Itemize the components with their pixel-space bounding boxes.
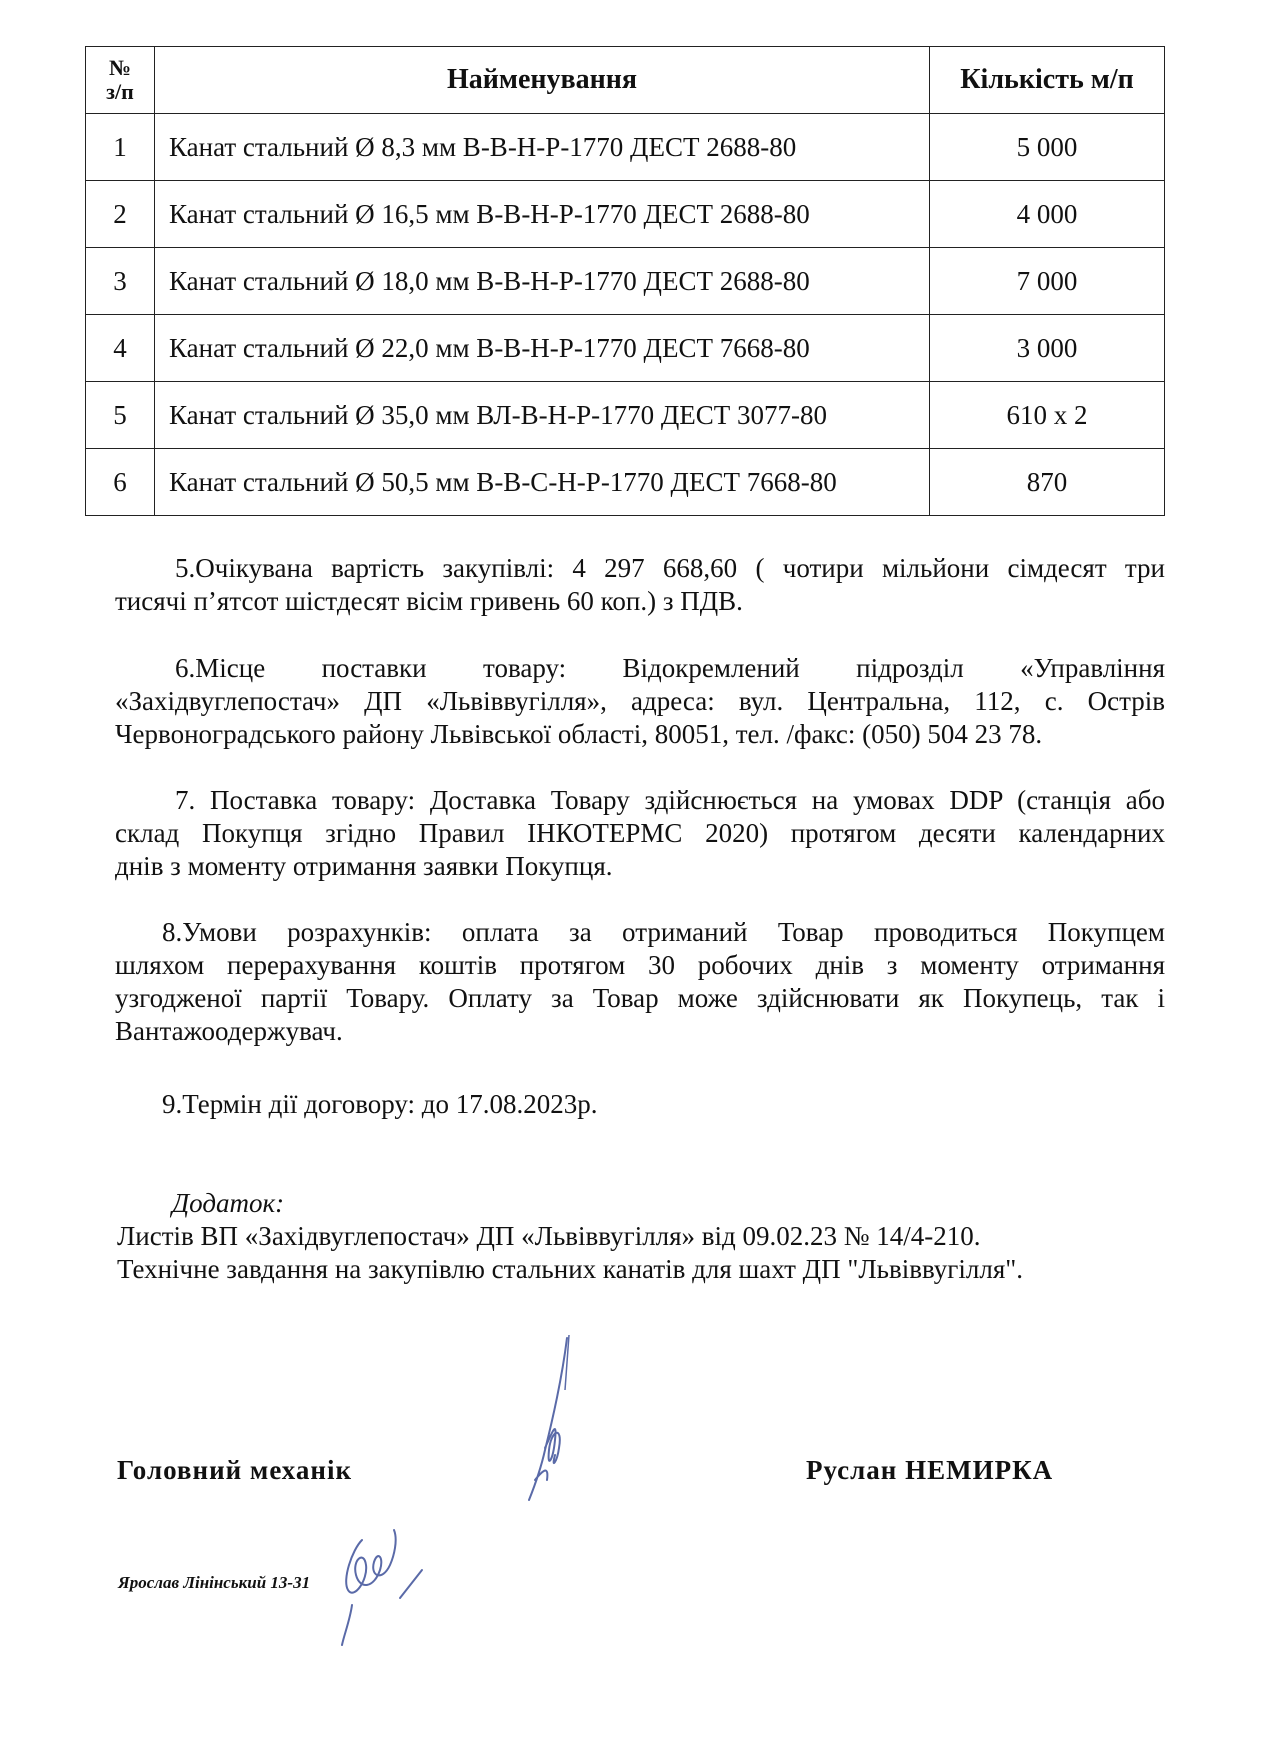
table-row bbox=[86, 449, 1165, 516]
table-row bbox=[86, 315, 1165, 382]
row-quantity: 610 х 2 bbox=[930, 382, 1165, 449]
row-quantity: 5 000 bbox=[930, 114, 1165, 181]
header-name: Найменування bbox=[155, 47, 930, 114]
executor-signature bbox=[322, 1510, 442, 1650]
table-row bbox=[86, 382, 1165, 449]
table-header-row bbox=[86, 47, 1165, 114]
header-number: № з/п bbox=[86, 47, 155, 114]
addendum-item: Листів ВП «Західвуглепостач» ДП «Львіввугілля» від 09.02.23 № 14/4-210. bbox=[117, 1221, 981, 1251]
table-row bbox=[86, 181, 1165, 248]
row-quantity: 870 bbox=[930, 449, 1165, 516]
row-number: 2 bbox=[86, 181, 155, 248]
executor-note: Ярослав Лінінський 13-31 bbox=[118, 1573, 311, 1592]
items-table bbox=[85, 46, 1165, 516]
row-number: 4 bbox=[86, 315, 155, 382]
table-row bbox=[86, 248, 1165, 315]
row-quantity: 3 000 bbox=[930, 315, 1165, 382]
addendum-title: Додаток: bbox=[172, 1188, 285, 1218]
section-expected-cost: 5.Очікувана вартість закупівлі: 4 297 668,60 ( чотири мільйони сімдесят три тисячі п’ятсот шістдесят вісім гривень 60 коп.) з ПДВ. bbox=[115, 553, 1165, 616]
row-name: Канат стальний Ø 18,0 мм В-В-Н-Р-1770 ДЕСТ 2688-80 bbox=[155, 248, 930, 315]
signatory-role: Головний механік bbox=[117, 1455, 353, 1485]
row-name: Канат стальний Ø 35,0 мм ВЛ-В-Н-Р-1770 ДЕСТ 3077-80 bbox=[155, 382, 930, 449]
row-name: Канат стальний Ø 8,3 мм В-В-Н-Р-1770 ДЕСТ 2688-80 bbox=[155, 114, 930, 181]
addendum-item: Технічне завдання на закупівлю стальних канатів для шахт ДП "Львіввугілля". bbox=[117, 1254, 1024, 1284]
row-number: 3 bbox=[86, 248, 155, 315]
row-quantity: 4 000 bbox=[930, 181, 1165, 248]
section-contract-term: 9.Термін дії договору: до 17.08.2023р. bbox=[162, 1089, 598, 1119]
row-name: Канат стальний Ø 22,0 мм В-В-Н-Р-1770 ДЕСТ 7668-80 bbox=[155, 315, 930, 382]
row-number: 5 bbox=[86, 382, 155, 449]
table-row bbox=[86, 114, 1165, 181]
row-name: Канат стальний Ø 50,5 мм В-В-С-Н-Р-1770 ДЕСТ 7668-80 bbox=[155, 449, 930, 516]
row-number: 1 bbox=[86, 114, 155, 181]
section-delivery-place: 6.Місце поставки товару: Відокремлений підрозділ «Управління «Західвуглепостач» ДП «Львіввугілля», адреса: вул. Центральна, 112, с. Острів Червоноградського району Львівської області, 80051, тел. /факс: (050) 504 23 78. bbox=[115, 653, 1165, 749]
header-quantity: Кількість м/п bbox=[930, 47, 1165, 114]
row-name: Канат стальний Ø 16,5 мм В-В-Н-Р-1770 ДЕСТ 2688-80 bbox=[155, 181, 930, 248]
row-quantity: 7 000 bbox=[930, 248, 1165, 315]
row-number: 6 bbox=[86, 449, 155, 516]
signatory-name: Руслан НЕМИРКА bbox=[806, 1455, 1054, 1485]
section-delivery-terms: 7. Поставка товару: Доставка Товару здійснюється на умовах DDP (станція або склад Покупця згідно Правил ІНКОТЕРМС 2020) протягом десяти календарних днів з моменту отримання заявки Покупця. bbox=[115, 785, 1165, 881]
handwritten-signature bbox=[505, 1330, 595, 1510]
section-payment-terms: 8.Умови розрахунків: оплата за отриманий Товар проводиться Покупцем шляхом перерахування коштів протягом 30 робочих днів з моменту отримання узгодженої партії Товару. Оплату за Товар може здійснювати як Покупець, так і Вантажоодержувач. bbox=[115, 917, 1165, 1046]
